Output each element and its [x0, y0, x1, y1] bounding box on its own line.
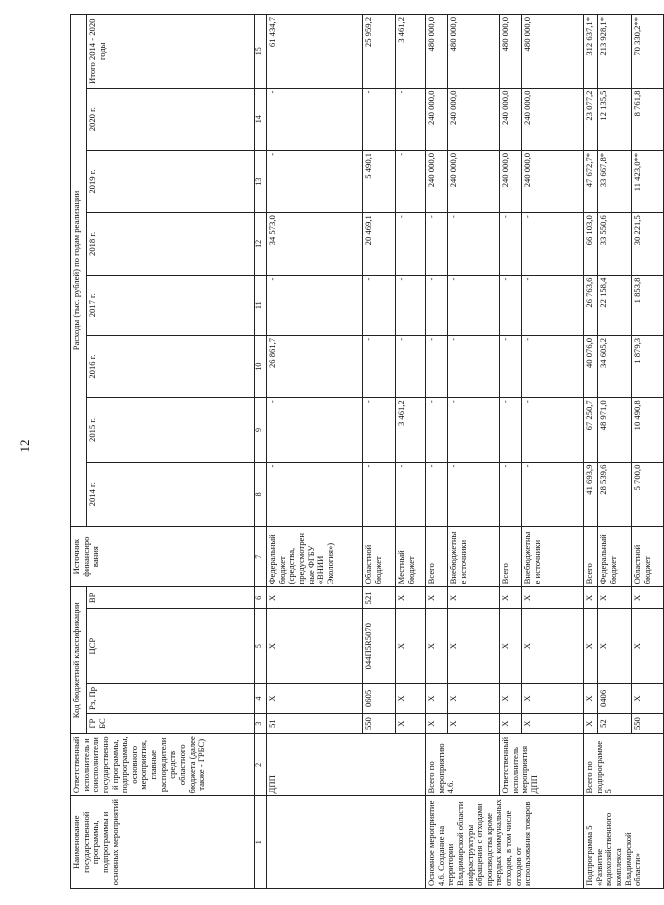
cell-source: Внебюджетные источники: [448, 526, 500, 586]
cell-value: -: [363, 335, 396, 397]
cell-value: -: [396, 88, 426, 150]
cell-grbs: X: [522, 714, 584, 734]
cell-csr: X: [598, 609, 632, 683]
page-number: 12: [17, 439, 32, 453]
cell-value: 240 000,0: [500, 150, 522, 212]
cell-rzpr: X: [632, 683, 664, 713]
cell-value: -: [448, 398, 500, 462]
cell-value: -: [363, 462, 396, 526]
cell-name: Подпрограмма 5 «Развитие водохозяйственного комплекса Владимирской области»: [584, 796, 664, 889]
col-number: 9: [255, 398, 267, 462]
cell-value: -: [396, 213, 426, 275]
cell-value: 10 490,8: [632, 398, 664, 462]
cell-value: -: [522, 398, 584, 462]
cell-value: -: [426, 335, 448, 397]
header-year: 2016 г.: [87, 335, 255, 397]
cell-name: Основное мероприятие 4.6. Создание на территории Владимирской области инфраструктуры обращения с отходами производства кроме твердых коммунальных отходов, в том числе отходов от использования товаров: [426, 796, 584, 889]
cell-value: 480 000,0: [500, 15, 522, 89]
cell-vr: X: [426, 587, 448, 609]
col-number: 14: [255, 88, 267, 150]
col-number: 4: [255, 683, 267, 713]
cell-grbs: X: [396, 714, 426, 734]
cell-value: -: [522, 275, 584, 335]
cell-value: 20 469,1: [363, 213, 396, 275]
cell-rzpr: X: [396, 683, 426, 713]
header-vr: ВР: [87, 587, 255, 609]
cell-value: 480 000,0: [426, 15, 448, 89]
header-budget-code: Код бюджетной классификации: [71, 587, 87, 734]
table-row: [426, 15, 448, 889]
cell-grbs: X: [426, 714, 448, 734]
cell-value: 480 000,0: [522, 15, 584, 89]
header-year: 2019 г.: [87, 150, 255, 212]
cell-value: 240 000,0: [522, 88, 584, 150]
cell-value: -: [448, 213, 500, 275]
header-year: 2018 г.: [87, 213, 255, 275]
cell-vr: X: [267, 587, 363, 609]
col-number: 10: [255, 335, 267, 397]
cell-value: 240 000,0: [426, 150, 448, 212]
cell-rzpr: X: [584, 683, 598, 713]
cell-value: -: [396, 335, 426, 397]
header-year: 2014 г.: [87, 462, 255, 526]
cell-csr: X: [522, 609, 584, 683]
cell-value: -: [522, 213, 584, 275]
cell-value: 312 637,1*: [584, 15, 598, 89]
cell-source: Областной бюджет: [632, 526, 664, 586]
cell-value: 8 761,8: [632, 88, 664, 150]
cell-value: -: [500, 398, 522, 462]
cell-value: 1 879,3: [632, 335, 664, 397]
header-year: 2017 г.: [87, 275, 255, 335]
cell-value: -: [448, 462, 500, 526]
cell-csr: X: [584, 609, 598, 683]
cell-value: 5 700,0: [632, 462, 664, 526]
cell-responsible: Ответственный исполнитель мероприятия ДПП: [500, 734, 584, 796]
cell-source: Всего: [500, 526, 522, 586]
cell-value: 1 853,8: [632, 275, 664, 335]
cell-value: 3 461,2: [396, 15, 426, 89]
header-responsible: Ответственный исполнитель и соисполнители государственной программы, подпрограммы, основного мероприятия, главные распорядители средств областного бюджета (далее также - ГРБС): [71, 734, 255, 796]
cell-value: 61 434,7: [267, 15, 363, 89]
cell-vr: X: [500, 587, 522, 609]
cell-value: -: [267, 275, 363, 335]
cell-value: 26 763,6: [584, 275, 598, 335]
header-csr: ЦСР: [87, 609, 255, 683]
cell-value: -: [448, 335, 500, 397]
cell-csr: X: [632, 609, 664, 683]
col-number: 12: [255, 213, 267, 275]
cell-value: -: [500, 335, 522, 397]
cell-responsible: Всего по мероприятию 4.6.: [426, 734, 500, 796]
cell-grbs: X: [584, 714, 598, 734]
cell-value: -: [500, 275, 522, 335]
cell-value: 240 000,0: [448, 88, 500, 150]
cell-source: Областной бюджет: [363, 526, 396, 586]
cell-csr: X: [396, 609, 426, 683]
cell-value: 26 861,7: [267, 335, 363, 397]
cell-value: 34 573,0: [267, 213, 363, 275]
col-number: 11: [255, 275, 267, 335]
table-row: [267, 15, 363, 889]
cell-rzpr: X: [267, 683, 363, 713]
cell-value: 70 330,2**: [632, 15, 664, 89]
cell-rzpr: X: [426, 683, 448, 713]
col-number: 3: [255, 714, 267, 734]
cell-source: Внебюджетные источники: [522, 526, 584, 586]
cell-source: Всего: [426, 526, 448, 586]
cell-value: -: [448, 275, 500, 335]
cell-csr: 044П5R5070: [363, 609, 396, 683]
cell-value: 25 959,2: [363, 15, 396, 89]
cell-vr: X: [448, 587, 500, 609]
cell-source: Федеральный бюджет (средства, предусмотренные ФГБУ «ВНИИ Экология»): [267, 526, 363, 586]
cell-value: 33 667,8*: [598, 150, 632, 212]
cell-value: -: [363, 275, 396, 335]
cell-grbs: X: [448, 714, 500, 734]
cell-vr: X: [632, 587, 664, 609]
cell-value: 48 971,0: [598, 398, 632, 462]
cell-csr: X: [267, 609, 363, 683]
budget-table: [70, 14, 664, 889]
col-number: 2: [255, 734, 267, 796]
cell-value: 47 672,7*: [584, 150, 598, 212]
cell-vr: X: [522, 587, 584, 609]
cell-value: 66 103,0: [584, 213, 598, 275]
cell-value: 28 539,6: [598, 462, 632, 526]
cell-value: 23 077,2: [584, 88, 598, 150]
header-year: 2020 г.: [87, 88, 255, 150]
col-number: 7: [255, 526, 267, 586]
table-row: [584, 15, 598, 889]
cell-value: 22 158,4: [598, 275, 632, 335]
col-number: 13: [255, 150, 267, 212]
cell-value: 240 000,0: [500, 88, 522, 150]
cell-vr: X: [396, 587, 426, 609]
cell-value: -: [363, 88, 396, 150]
cell-value: 11 423,0**: [632, 150, 664, 212]
cell-value: 30 221,5: [632, 213, 664, 275]
cell-value: -: [267, 150, 363, 212]
cell-value: -: [522, 462, 584, 526]
cell-rzpr: 0605: [363, 683, 396, 713]
cell-grbs: 550: [363, 714, 396, 734]
cell-value: 34 605,2: [598, 335, 632, 397]
cell-grbs: 51: [267, 714, 363, 734]
col-number: 15: [255, 15, 267, 89]
cell-value: 240 000,0: [522, 150, 584, 212]
col-number: 8: [255, 462, 267, 526]
cell-source: Всего: [584, 526, 598, 586]
cell-value: -: [396, 275, 426, 335]
cell-value: 3 461,2: [396, 398, 426, 462]
cell-value: 67 250,7: [584, 398, 598, 462]
cell-value: 40 076,0: [584, 335, 598, 397]
cell-value: -: [426, 462, 448, 526]
cell-value: 480 000,0: [448, 15, 500, 89]
header-name: Наименование государственной программы, подпрограммы и основных мероприятий: [71, 796, 255, 889]
col-number: 6: [255, 587, 267, 609]
cell-value: -: [426, 275, 448, 335]
cell-value: -: [396, 150, 426, 212]
cell-rzpr: 0406: [598, 683, 632, 713]
header-rzpr: Рз, Пр: [87, 683, 255, 713]
cell-value: 41 693,9: [584, 462, 598, 526]
cell-value: 12 135,5: [598, 88, 632, 150]
cell-rzpr: X: [500, 683, 522, 713]
cell-value: -: [426, 213, 448, 275]
cell-name: [267, 796, 426, 889]
cell-responsible: Всего по подпрограмме 5: [584, 734, 664, 796]
cell-csr: X: [500, 609, 522, 683]
cell-source: Местный бюджет: [396, 526, 426, 586]
cell-csr: X: [426, 609, 448, 683]
cell-rzpr: X: [522, 683, 584, 713]
cell-value: 5 490,1: [363, 150, 396, 212]
table-row: [500, 15, 522, 889]
rotated-table-page: [70, 14, 652, 889]
header-expenses: Расходы (тыс. рублей) по годам реализации: [71, 15, 87, 527]
col-number: 1: [255, 796, 267, 889]
cell-vr: X: [598, 587, 632, 609]
cell-value: -: [267, 88, 363, 150]
cell-value: -: [426, 398, 448, 462]
cell-vr: X: [584, 587, 598, 609]
header-source: Источник финансиро вания: [71, 526, 255, 586]
col-number: 5: [255, 609, 267, 683]
cell-value: -: [267, 398, 363, 462]
cell-value: -: [363, 398, 396, 462]
cell-value: 240 000,0: [426, 88, 448, 150]
cell-rzpr: X: [448, 683, 500, 713]
cell-value: -: [396, 462, 426, 526]
header-year: 2015 г.: [87, 398, 255, 462]
cell-value: -: [522, 335, 584, 397]
header-total: Итого 2014 - 2020 годы: [87, 15, 255, 89]
cell-value: -: [500, 462, 522, 526]
cell-grbs: X: [500, 714, 522, 734]
cell-value: 240 000,0: [448, 150, 500, 212]
header-grbs: ГР БС: [87, 714, 255, 734]
cell-csr: X: [448, 609, 500, 683]
cell-value: 33 550,6: [598, 213, 632, 275]
cell-value: -: [267, 462, 363, 526]
cell-grbs: 52: [598, 714, 632, 734]
cell-vr: 521: [363, 587, 396, 609]
cell-grbs: 550: [632, 714, 664, 734]
cell-value: -: [500, 213, 522, 275]
cell-responsible: ДПП: [267, 734, 426, 796]
cell-source: Федеральный бюджет: [598, 526, 632, 586]
cell-value: 213 928,1*: [598, 15, 632, 89]
